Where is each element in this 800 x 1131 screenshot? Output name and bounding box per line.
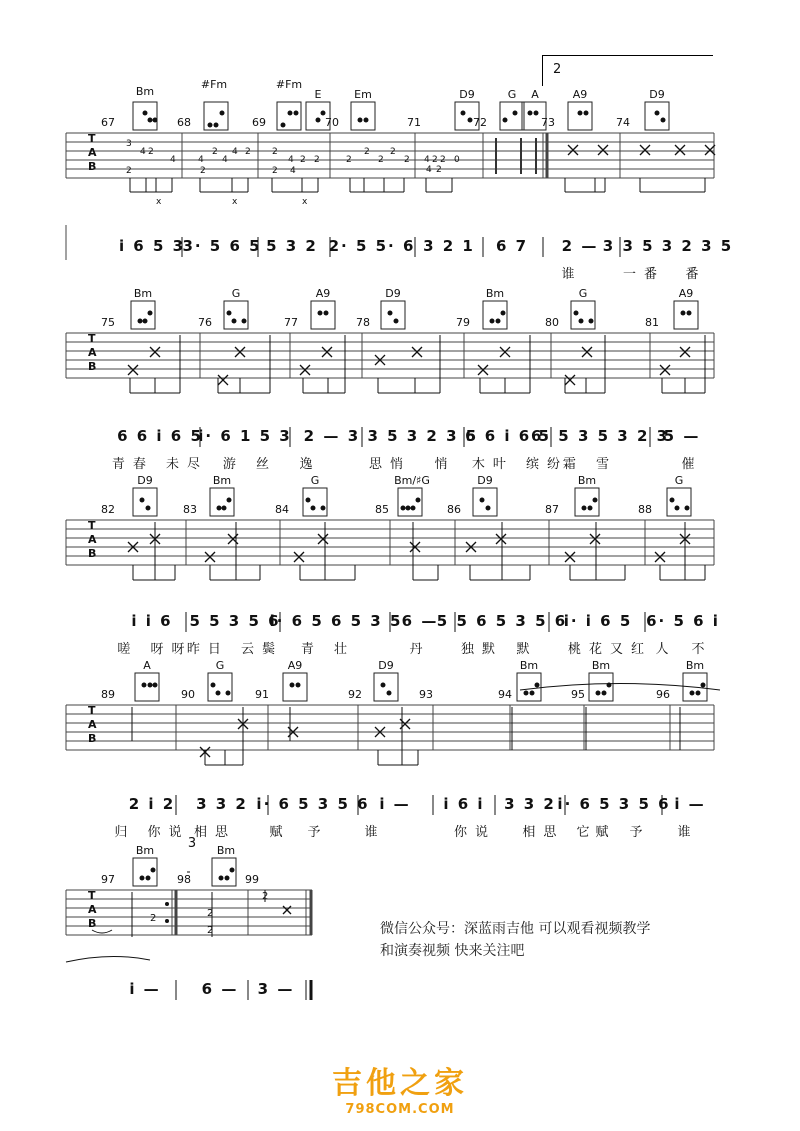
svg-text:2: 2 <box>150 913 157 924</box>
promo-note <box>380 918 650 962</box>
jianpu-bar: 5 5 6 5 3 5 6 <box>436 612 568 630</box>
bar-number: 84 <box>275 503 289 516</box>
jianpu-bar: i 6 i <box>443 795 485 813</box>
svg-text:2: 2 <box>272 147 278 157</box>
bar-number: 71 <box>407 116 421 129</box>
svg-text:4: 4 <box>232 147 238 157</box>
svg-text:x: x <box>232 197 238 207</box>
lyric: 青春 未尽 <box>111 457 209 472</box>
bar-number: 75 <box>101 316 115 329</box>
jianpu-bar: i i 6 <box>131 612 173 630</box>
lyric: 游 丝 <box>222 457 278 472</box>
chord-name: A9 <box>315 287 331 300</box>
lyric: 青 壮 <box>300 642 356 657</box>
lyric: 催 <box>681 457 703 472</box>
chord-name: Em <box>354 88 372 101</box>
svg-text:2: 2 <box>390 147 396 157</box>
lyric: 木叶 缤纷 <box>471 457 569 472</box>
jianpu-line-1 <box>0 235 800 285</box>
jianpu-bar: 3 3 2 <box>196 795 248 813</box>
svg-text:x: x <box>302 197 308 207</box>
chord-name: D9 <box>137 474 153 487</box>
chord-name: G <box>674 474 684 487</box>
chord-name: Bm <box>685 659 705 672</box>
lyric: 予 <box>307 825 329 840</box>
jianpu-bar: 3 3 2 <box>504 795 556 813</box>
jianpu-bar: i· 6 5 3 5 6 <box>256 795 370 813</box>
lyric: 谁 <box>677 825 699 840</box>
bar-number: 95 <box>571 688 585 701</box>
bar-number: 80 <box>545 316 559 329</box>
svg-text:2: 2 <box>314 155 320 165</box>
svg-text:2: 2 <box>212 147 218 157</box>
svg-text:x: x <box>156 197 162 207</box>
chord-name: Bm <box>133 287 153 300</box>
jianpu-line-3 <box>0 610 800 660</box>
chord-name: Bm <box>212 474 232 487</box>
bar-number: 77 <box>284 316 298 329</box>
svg-text:2: 2 <box>432 155 438 165</box>
jianpu-bar: 2 i 2 <box>128 795 176 813</box>
chord-name: Bm <box>485 287 505 300</box>
chord-name: A9 <box>572 88 588 101</box>
svg-text:2: 2 <box>126 166 132 176</box>
tab-letter-b: B <box>88 160 97 173</box>
jianpu-bar: i 6 5 3 <box>118 237 186 255</box>
bar-number: 67 <box>101 116 115 129</box>
tab-letter-a: A <box>88 533 97 546</box>
jianpu-bar: 3 2 1 <box>423 237 475 255</box>
chord-name: D9 <box>649 88 665 101</box>
chord-name: Bm <box>135 844 155 857</box>
lyric: 默 <box>516 642 538 657</box>
tab-letter-t: T <box>88 332 96 345</box>
jianpu-bar: 6 — <box>201 980 239 998</box>
bar-number: 68 <box>177 116 191 129</box>
logo-url: 798COM.COM <box>345 1102 455 1117</box>
promo-line-2: 和演奏视频 快来关注吧 <box>380 943 525 959</box>
jianpu-bar: 6· 5 6 i <box>646 612 720 630</box>
jianpu-bar: i — <box>129 980 161 998</box>
jianpu-bar: 3 — <box>257 980 295 998</box>
lyric: 人 <box>655 642 677 657</box>
jianpu-bar: i — <box>674 795 706 813</box>
tab-letter-b: B <box>88 547 97 560</box>
jianpu-bar: 6 — <box>401 612 439 630</box>
volta-label: 2 <box>553 62 562 77</box>
lyric: 一番 <box>622 267 666 282</box>
bar-number: 76 <box>198 316 212 329</box>
bar-number: 83 <box>183 503 197 516</box>
jianpu-bar: 5 — <box>663 427 701 445</box>
chord-name: Bm <box>216 844 236 857</box>
jianpu-line-5 <box>0 978 800 1008</box>
tab-letter-a: A <box>88 718 97 731</box>
bar-number: 87 <box>545 503 559 516</box>
bar-number: 72 <box>473 116 487 129</box>
svg-text:2: 2 <box>245 147 251 157</box>
svg-text:2: 2 <box>364 147 370 157</box>
svg-text:4: 4 <box>140 147 146 157</box>
lyric: 谁 <box>561 267 583 282</box>
svg-text:2: 2 <box>272 166 278 176</box>
jianpu-bar: 2 — <box>303 427 341 445</box>
jianpu-bar: 2 — <box>561 237 599 255</box>
tab-letter-b: B <box>88 732 97 745</box>
bar-number: 81 <box>645 316 659 329</box>
tab-letter-t: T <box>88 704 96 717</box>
lyric: 霜 雪 <box>562 457 618 472</box>
chord-name: A <box>531 88 539 101</box>
logo-title: 吉他之家 <box>332 1066 468 1101</box>
system-2 <box>0 285 800 435</box>
bar-number: 90 <box>181 688 195 701</box>
jianpu-bar: 6· 5 3 5 3 2 3 <box>530 427 670 445</box>
chord-name: A <box>143 659 151 672</box>
chord-name: Bm <box>577 474 597 487</box>
svg-text:2: 2 <box>378 155 384 165</box>
jianpu-bar: 5 5 3 5 6 <box>189 612 281 630</box>
bar-number: 98 <box>177 873 191 886</box>
chord-name: #Fm <box>200 78 228 91</box>
bar-number: 97 <box>101 873 115 886</box>
tab-letter-a: A <box>88 346 97 359</box>
lyric: 相思 它 <box>522 825 598 840</box>
jianpu-bar: 3 3 5 3 2 3 5 <box>347 427 479 445</box>
svg-text:2: 2 <box>440 155 446 165</box>
lyric: 独默 <box>460 642 504 657</box>
system-3 <box>0 472 800 622</box>
svg-text:0: 0 <box>454 155 460 165</box>
jianpu-bar: 5 3 2 <box>266 237 318 255</box>
lyric: 予 <box>629 825 651 840</box>
lyric: 归 你说 <box>114 825 190 840</box>
chord-name: A9 <box>678 287 694 300</box>
chord-name: D9 <box>477 474 493 487</box>
svg-text:4: 4 <box>198 155 204 165</box>
tab-staff-3 <box>0 472 800 622</box>
svg-text:2: 2 <box>200 166 206 176</box>
svg-text:4: 4 <box>426 165 432 175</box>
lyric: 思悄 <box>368 457 412 472</box>
jianpu-line-2 <box>0 425 800 475</box>
lyric: 昨日 云鬓 <box>186 642 284 657</box>
chord-name: D9 <box>385 287 401 300</box>
bar-number: 69 <box>252 116 266 129</box>
svg-text:2: 2 <box>346 155 352 165</box>
chord-name: G <box>578 287 588 300</box>
jianpu-bar: 6 6 i 6 5 <box>465 427 551 445</box>
tab-letter-b: B <box>88 917 97 930</box>
chord-name: G <box>310 474 320 487</box>
lyric: 不 <box>691 642 713 657</box>
tab-letter-a: A <box>88 903 97 916</box>
lyric: 赋 <box>269 825 291 840</box>
svg-text:2: 2 <box>404 155 410 165</box>
triplet-mark: 3 <box>187 836 197 851</box>
svg-text:3: 3 <box>126 139 132 149</box>
tab-letter-a: A <box>88 146 97 159</box>
bar-number: 96 <box>656 688 670 701</box>
jianpu-bar: 6 6 i 6 5 <box>117 427 203 445</box>
jianpu-line-4 <box>0 793 800 843</box>
svg-text:2: 2 <box>436 165 442 175</box>
svg-text:4: 4 <box>170 155 176 165</box>
chord-name: D9 <box>459 88 475 101</box>
system-4 <box>0 657 800 807</box>
jianpu-bar: i· i 6 5 <box>563 612 633 630</box>
jianpu-bar: i· 6 5 3 5 6 <box>557 795 671 813</box>
svg-text:4: 4 <box>288 155 294 165</box>
chord-name: Bm <box>519 659 539 672</box>
chord-name: G <box>507 88 517 101</box>
lyric: 番 <box>685 267 707 282</box>
lyric: 相思 <box>193 825 237 840</box>
chord-name: G <box>215 659 225 672</box>
chord-name: Bm/♯G <box>394 474 430 487</box>
tab-letter-t: T <box>88 519 96 532</box>
bar-number: 94 <box>498 688 512 701</box>
jianpu-bar: 6 7 <box>495 237 529 255</box>
svg-text:2: 2 <box>262 891 269 902</box>
svg-text:2: 2 <box>300 155 306 165</box>
tab-letter-t: T <box>88 132 96 145</box>
lyric: 你说 <box>453 825 497 840</box>
barlines <box>0 978 800 1008</box>
promo-line-1: 微信公众号：深蓝雨吉他 可以观看视频教学 <box>380 921 651 937</box>
tab-letter-b: B <box>88 360 97 373</box>
svg-text:2: 2 <box>207 908 214 919</box>
bar-number: 91 <box>255 688 269 701</box>
bar-number: 86 <box>447 503 461 516</box>
lyric: 赋 <box>595 825 617 840</box>
lyric: 嗟 呀呀 <box>117 642 193 657</box>
svg-text:4: 4 <box>424 155 430 165</box>
chord-name: E <box>314 88 322 101</box>
svg-text:4: 4 <box>222 155 228 165</box>
chord-name: Bm <box>135 85 155 98</box>
lyric: 谁 <box>364 825 386 840</box>
chord-name: G <box>231 287 241 300</box>
bar-number: 74 <box>616 116 630 129</box>
lyric: 丹 <box>409 642 431 657</box>
svg-text:2: 2 <box>148 147 154 157</box>
bar-number: 79 <box>456 316 470 329</box>
lyric: 悄 <box>434 457 456 472</box>
bar-number: 73 <box>541 116 555 129</box>
tab-staff-4 <box>0 657 800 807</box>
bar-number: 85 <box>375 503 389 516</box>
chord-name: D9 <box>378 659 394 672</box>
tab-staff-2 <box>0 285 800 435</box>
bar-number: 70 <box>325 116 339 129</box>
bar-number: 88 <box>638 503 652 516</box>
bar-number: 78 <box>356 316 370 329</box>
svg-text:2: 2 <box>207 925 214 936</box>
jianpu-bar: i· 6 1 5 3 <box>198 427 292 445</box>
jianpu-bar: i· 6 5 6 5 3 5 <box>269 612 403 630</box>
jianpu-bar: i — <box>379 795 411 813</box>
svg-text:4: 4 <box>290 166 296 176</box>
tab-letter-t: T <box>88 889 96 902</box>
bar-number: 92 <box>348 688 362 701</box>
jianpu-bar: 2· 5 5· 6 <box>328 237 416 255</box>
jianpu-bar: 3 3 5 3 2 3 5 <box>602 237 734 255</box>
chord-name: Bm <box>591 659 611 672</box>
bar-number: 99 <box>245 873 259 886</box>
bar-number: 93 <box>419 688 433 701</box>
lyric: 逸 <box>299 457 321 472</box>
jianpu-bar: 3· 5 6 5 <box>182 237 262 255</box>
bar-number: 82 <box>101 503 115 516</box>
site-logo <box>330 1058 470 1117</box>
chord-name: #Fm <box>275 78 303 91</box>
bar-number: 89 <box>101 688 115 701</box>
chord-name: A9 <box>287 659 303 672</box>
lyric: 桃花又红 <box>567 642 653 657</box>
